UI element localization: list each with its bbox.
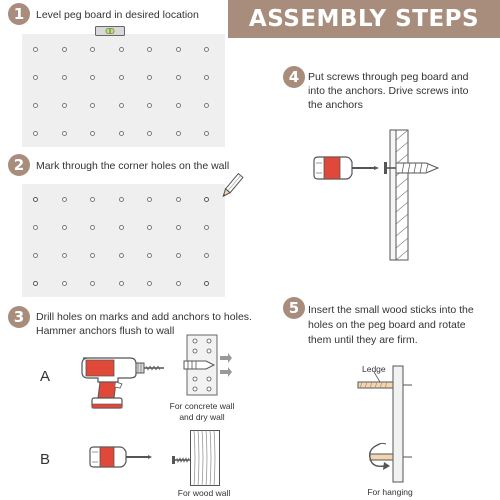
anchor-icon [384, 158, 442, 178]
peg-hole [33, 47, 38, 52]
step-5-text-line-3: them until they are firm. [308, 334, 418, 346]
option-b-caption: For wood wall [177, 488, 231, 498]
peg-hole [33, 281, 38, 286]
peg-hole [119, 281, 124, 286]
peg-hole [33, 103, 38, 108]
peg-hole [33, 197, 38, 202]
step-number-5: 5 [283, 297, 305, 319]
peg-hole [90, 253, 95, 258]
peg-hole [90, 47, 95, 52]
pencil-icon [218, 172, 244, 202]
peg-hole [119, 131, 124, 136]
peg-hole [147, 253, 152, 258]
peg-hole [119, 253, 124, 258]
peg-hole [176, 281, 181, 286]
option-a-caption-line-2: and dry wall [179, 412, 225, 422]
peg-hole [204, 75, 209, 80]
peg-hole [90, 197, 95, 202]
option-b-label: B [40, 451, 51, 468]
wall-icon [190, 430, 220, 486]
peg-hole [147, 103, 152, 108]
peg-hole [176, 47, 181, 52]
peg-hole [119, 47, 124, 52]
peg-hole [147, 47, 152, 52]
step-number-2: 2 [8, 154, 30, 176]
peg-hole [62, 75, 67, 80]
peg-hole [90, 103, 95, 108]
peg-hole [90, 281, 95, 286]
peg-hole [176, 75, 181, 80]
peg-hole [176, 197, 181, 202]
option-a-label: A [40, 368, 51, 385]
ledge-label: Ledge [362, 364, 386, 374]
step-number-4: 4 [283, 66, 305, 88]
step-3-text-line-2: Hammer anchors flush to wall [36, 325, 175, 337]
peg-hole [176, 103, 181, 108]
peg-board-step-2 [22, 184, 225, 297]
step-5-text-line-2: holes on the peg board and rotate [308, 319, 466, 331]
peg-hole [204, 131, 209, 136]
peg-hole [62, 131, 67, 136]
peg-board-step-1 [22, 34, 225, 147]
peg-hole [147, 281, 152, 286]
step-4-text-line-1: Put screws through peg board and [308, 71, 469, 83]
level-icon [95, 26, 125, 36]
page-title: ASSEMBLY STEPS [228, 0, 500, 38]
peg-hole [33, 131, 38, 136]
peg-hole [176, 253, 181, 258]
step-1-text: Level peg board in desired location [36, 9, 199, 21]
peg-hole [90, 75, 95, 80]
peg-hole [62, 103, 67, 108]
peg-hole [62, 253, 67, 258]
step-4-text-line-3: the anchors [308, 99, 363, 111]
peg-hole [204, 47, 209, 52]
peg-hole [62, 281, 67, 286]
peg-hole [204, 281, 209, 286]
step-2-text: Mark through the corner holes on the wall [36, 160, 230, 172]
option-a-caption-line-1: For concrete wall [169, 401, 235, 411]
peg-hole [90, 225, 95, 230]
peg-hole [147, 131, 152, 136]
peg-hole [33, 225, 38, 230]
peg-hole [62, 197, 67, 202]
peg-hole [147, 197, 152, 202]
step-4-text-line-2: into the anchors. Drive screws into [308, 85, 469, 97]
peg-hole [204, 103, 209, 108]
peg-hole [33, 75, 38, 80]
anchor-icon [184, 334, 232, 396]
step-5-text-line-1: Insert the small wood sticks into the [308, 304, 474, 316]
peg-hole [62, 47, 67, 52]
peg-hole [119, 75, 124, 80]
step-5-caption: For hanging [367, 487, 413, 497]
peg-hole [33, 253, 38, 258]
peg-hole [119, 197, 124, 202]
screwdriver-icon [312, 156, 382, 180]
peg-hole [62, 225, 67, 230]
step-number-1: 1 [8, 3, 30, 25]
screwdriver-icon [88, 446, 154, 468]
peg-hole [176, 225, 181, 230]
peg-hole [147, 225, 152, 230]
drill-icon [78, 352, 168, 412]
peg-hole [176, 131, 181, 136]
peg-hole [204, 253, 209, 258]
wall-icon [384, 126, 410, 262]
peg-hole [204, 225, 209, 230]
peg-hole [204, 197, 209, 202]
peg-hole [147, 75, 152, 80]
step-3-text-line-1: Drill holes on marks and add anchors to holes. [36, 311, 252, 323]
peg-hole [119, 103, 124, 108]
wood-stick-icon [340, 366, 430, 482]
step-number-3: 3 [8, 306, 30, 328]
peg-hole [119, 225, 124, 230]
peg-hole [90, 131, 95, 136]
